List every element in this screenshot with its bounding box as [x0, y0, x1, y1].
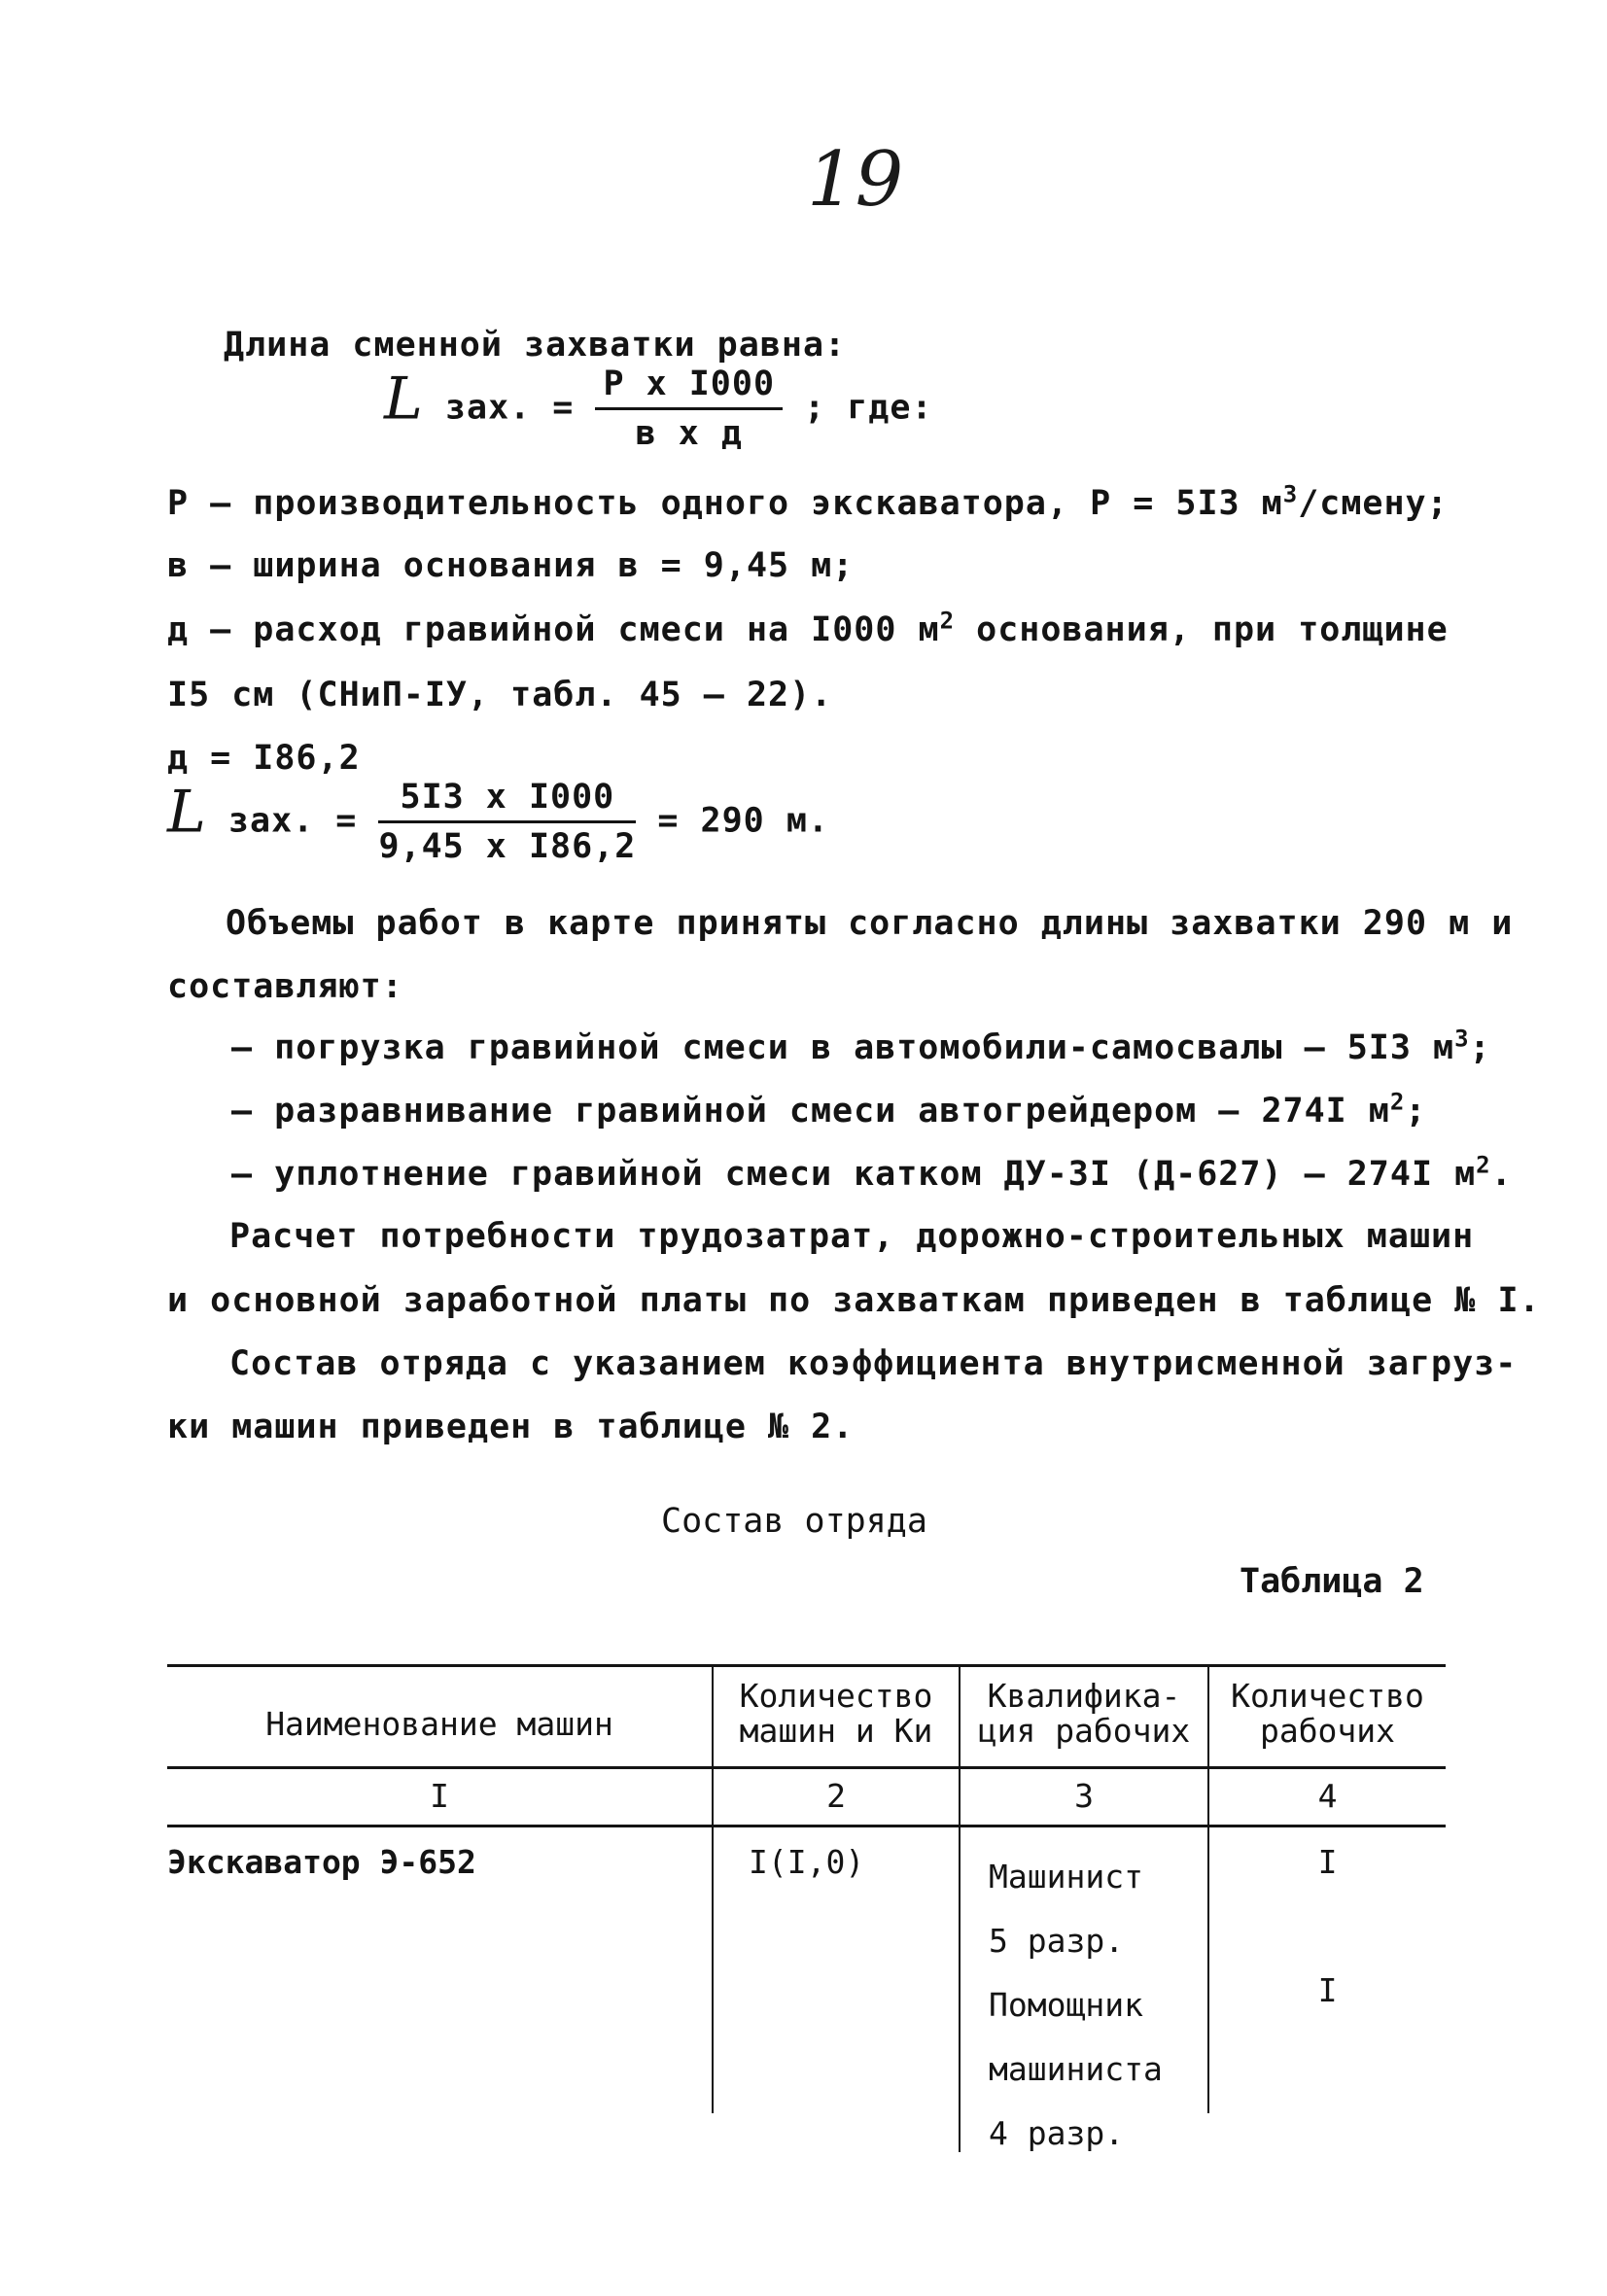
formula-zahvatka [384, 365, 933, 453]
definition-d-tail: основания, при толщине [955, 610, 1449, 649]
column-number-4: 4 [1317, 1777, 1338, 1815]
column-number-2: 2 [826, 1777, 846, 1815]
formula-fraction [595, 365, 783, 453]
definition-p-sup: 3 [1282, 480, 1299, 508]
header-machine-count [714, 1679, 959, 1749]
definition-d-line2: I5 см (СНиП-IУ, табл. 45 – 22). [167, 676, 833, 714]
definition-p-text: P – производительность одного экскаватора, P = 5I3 м [167, 484, 1283, 523]
column-number-1: I [430, 1777, 449, 1815]
calc-text-line-2: и основной заработной платы по захваткам приведен в таблице № I. [167, 1281, 1541, 1320]
header-machine-count-line-2: машин и Ки [739, 1712, 933, 1750]
column-number-3: 3 [1074, 1777, 1094, 1815]
volume-item-1-sup: 3 [1454, 1025, 1470, 1053]
team-text-line-2: ки машин приведен в таблице № 2. [167, 1408, 855, 1446]
formula2-symbol: L [167, 778, 207, 847]
definition-p-tail: /смену; [1298, 484, 1449, 523]
workers-count-2: I [1317, 1971, 1338, 2009]
qualification-line-1: Машинист [989, 1858, 1143, 1896]
formula-suffix: ; где: [804, 388, 933, 428]
formula-label: зах. = [444, 388, 575, 428]
workers-count-1: I [1317, 1843, 1338, 1881]
zahvatka-heading: Длина сменной захватки равна: [224, 326, 847, 365]
volume-item-3-end: . [1490, 1155, 1513, 1194]
definition-d-value: д = I86,2 [167, 739, 361, 778]
definition-v: в – ширина основания в = 9,45 м; [167, 546, 855, 585]
machine-name: Экскаватор Э-652 [167, 1843, 476, 1881]
volume-item-2-end: ; [1405, 1092, 1427, 1131]
header-machine-count-line-1: Количество [739, 1677, 933, 1715]
definition-d-text: д – расход гравийной смеси на I000 м [167, 610, 940, 649]
volume-item-3 [231, 1151, 1513, 1194]
header-qualification-line-2: ция рабочих [977, 1712, 1191, 1750]
table-top-rule [167, 1664, 1446, 1667]
formula2-result: = 290 м. [657, 801, 829, 841]
table-header-rule [167, 1766, 1446, 1769]
table-title: Состав отряда [661, 1502, 927, 1541]
formula-result [167, 778, 829, 866]
formula2-fraction [378, 778, 636, 866]
header-workers-count [1209, 1679, 1446, 1749]
page-number: 19 [807, 136, 904, 224]
team-text-line-1: Состав отряда с указанием коэффициента внутрисменной загруз- [229, 1344, 1518, 1383]
definition-p [167, 480, 1449, 523]
header-workers-count-line-2: рабочих [1259, 1712, 1396, 1750]
calc-text-line-1: Расчет потребности трудозатрат, дорожно-строительных машин [229, 1217, 1475, 1256]
volume-item-1 [231, 1025, 1491, 1067]
volume-item-1-text: – погрузка гравийной смеси в автомобили-самосвалы – 5I3 м [231, 1028, 1455, 1067]
formula-denominator: в х д [635, 414, 743, 453]
definition-d [167, 607, 1449, 649]
volume-item-3-text: – уплотнение гравийной смеси катком ДУ-3I (Д-627) – 274I м [231, 1155, 1477, 1194]
volumes-intro: Объемы работ в карте приняты согласно длины захватки 290 м и [226, 904, 1514, 943]
header-workers-count-line-1: Количество [1231, 1677, 1424, 1715]
machine-count-cell: I(I,0) [749, 1843, 865, 1881]
header-qualification-line-1: Квалифика- [987, 1677, 1181, 1715]
volume-item-2-text: – разравнивание гравийной смеси автогрейдером – 274I м [231, 1092, 1390, 1131]
formula-symbol: L [384, 365, 424, 434]
qualification-line-4: машиниста [989, 2050, 1163, 2088]
formula2-denominator: 9,45 x I86,2 [378, 827, 637, 866]
table-number: Таблица 2 [1240, 1562, 1424, 1601]
volume-item-1-end: ; [1469, 1028, 1491, 1067]
table-number-rule [167, 1825, 1446, 1827]
formula2-numerator: 5I3 x I000 [378, 778, 636, 823]
qualification-line-5: 4 разр. [989, 2114, 1125, 2152]
volume-item-2-sup: 2 [1389, 1088, 1406, 1116]
volume-item-3-sup: 2 [1476, 1151, 1491, 1179]
formula-numerator: P x I000 [595, 365, 783, 410]
header-machine-name: Наименование машин [265, 1705, 613, 1743]
volume-item-2 [231, 1088, 1427, 1131]
definition-d-sup: 2 [939, 607, 956, 635]
qualification-line-2: 5 разр. [989, 1922, 1125, 1960]
qualification-line-3: Помощник [989, 1986, 1143, 2024]
formula2-label: зах. = [227, 801, 358, 841]
header-qualification [961, 1679, 1207, 1749]
volumes-intro-2: составляют: [167, 967, 403, 1006]
qualification-cell [989, 1845, 1207, 2166]
machine-name-cell [167, 1845, 702, 1880]
